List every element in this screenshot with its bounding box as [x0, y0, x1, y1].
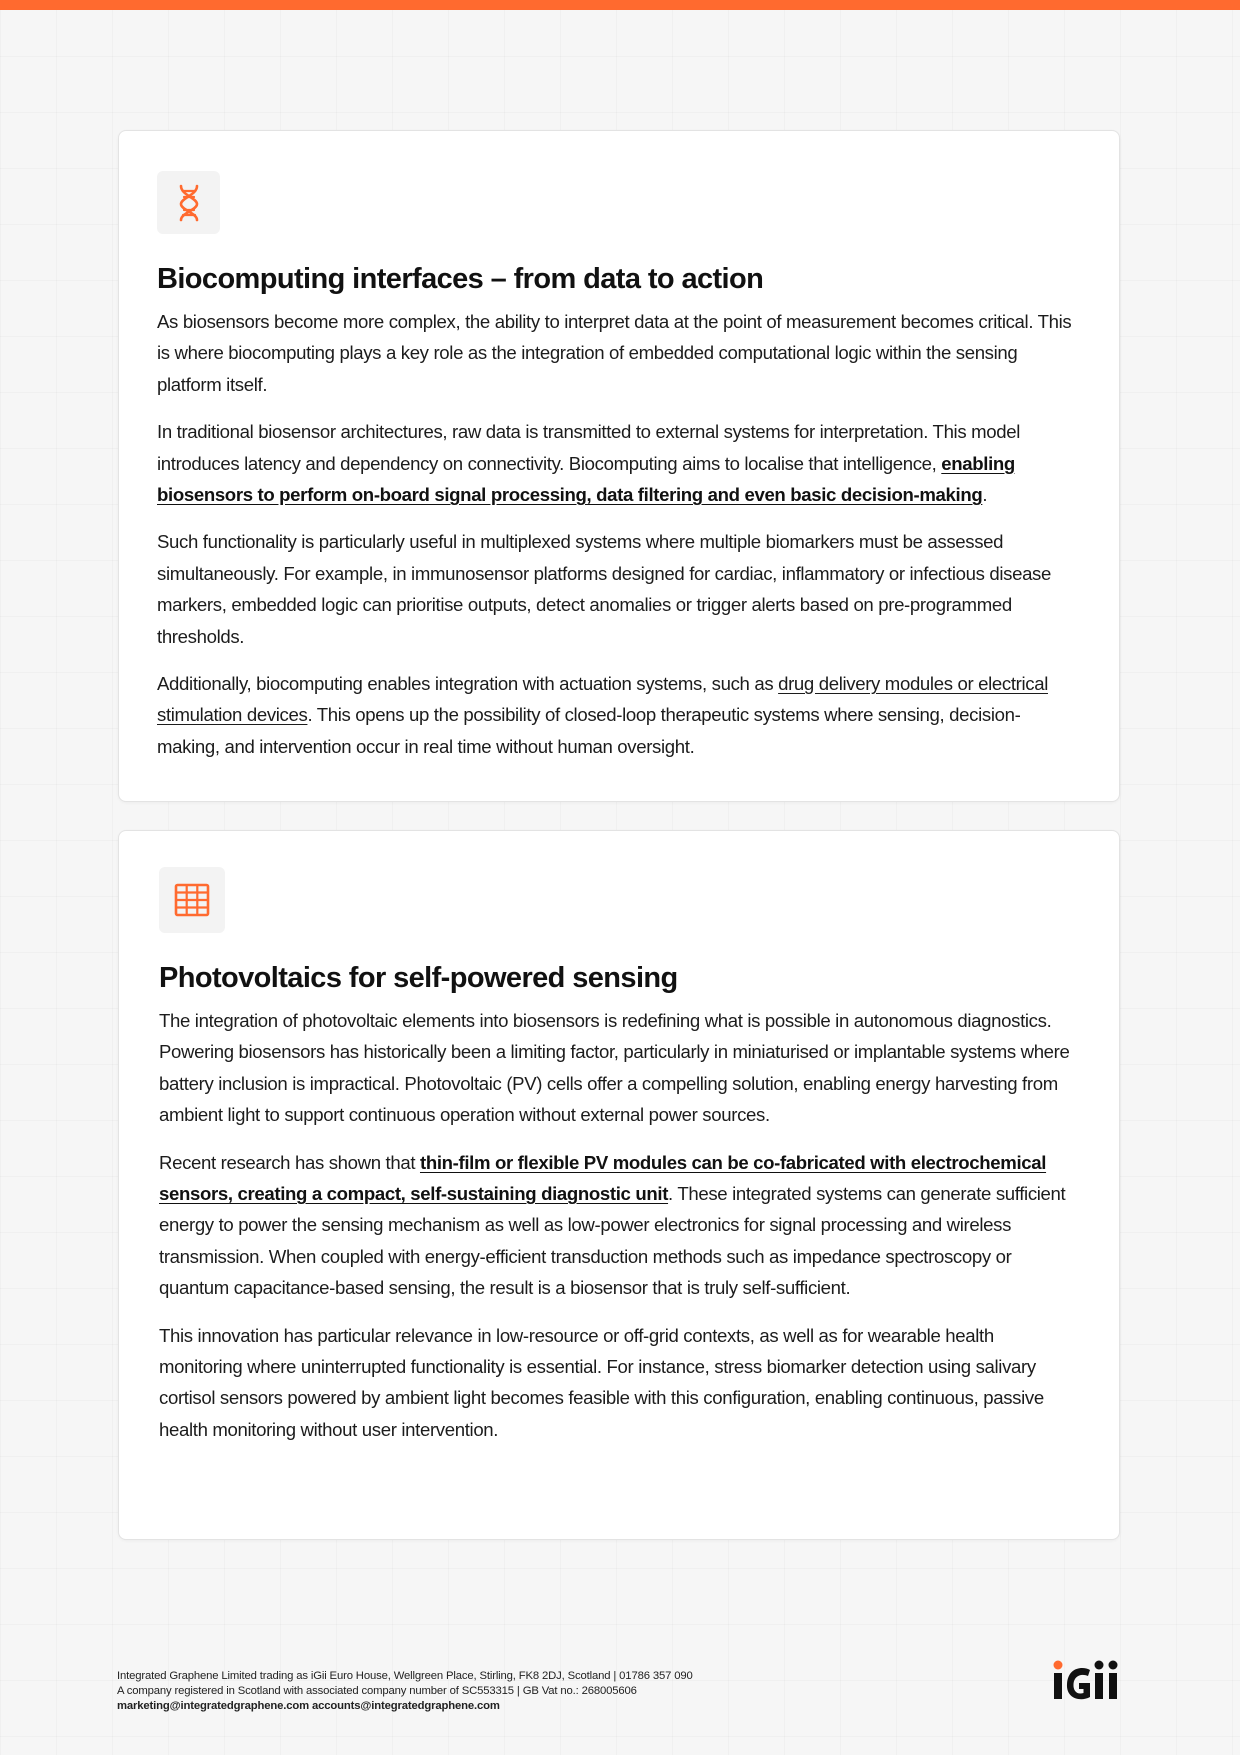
dna-icon [157, 171, 220, 234]
footer-registration: A company registered in Scotland with associated company number of SC553315 | GB Vat no.: 268005606 [117, 1685, 637, 1697]
paragraph-text: . These integrated systems can generate sufficient energy to power the sensing mechanism as well as low-power electronics for signal processing and wireless transmission. When coupled with energy-efficient transduction methods such as impedance spectroscopy or quantum capacitance-based sensing, the result is a biosensor that is truly self-sufficient. [159, 1183, 1066, 1299]
paragraph-text: In traditional biosensor architectures, raw data is transmitted to external systems for interpretation. This model introduces latency and dependency on connectivity. Biocomputing aims to localise that intelligence, [157, 421, 1020, 474]
paragraph-text: . [982, 484, 988, 506]
paragraph-text: Recent research has shown that [159, 1151, 420, 1173]
paragraph [157, 668, 1073, 762]
photovoltaics-card [118, 830, 1120, 1540]
bold-inline-link[interactable]: enabling biosensors to perform on-board signal processing, data filtering and even basic decision-making [157, 452, 1015, 506]
footer-address: Integrated Graphene Limited trading as iGii Euro House, Wellgreen Place, Stirling, FK8 2DJ, Scotland | 01786 357 090 [117, 1670, 693, 1682]
biocomputing-card [118, 130, 1120, 802]
section-title: Photovoltaics for self-powered sensing [159, 962, 678, 994]
top-accent-bar [0, 0, 1240, 10]
footer [117, 1669, 693, 1714]
paragraph [159, 1147, 1073, 1304]
paragraph: This innovation has particular relevance in low-resource or off-grid contexts, as well as for wearable health monitoring where uninterrupted functionality is essential. For instance, stress biomarker detection using salivary cortisol sensors powered by ambient light becomes feasible with this configuration, enabling continuous, passive health monitoring without user intervention. [159, 1324, 1044, 1440]
inline-link[interactable]: drug delivery modules or electrical stimulation devices [157, 673, 1048, 726]
paragraph-text: Additionally, biocomputing enables integration with actuation systems, such as [157, 673, 779, 695]
paragraph-text: . This opens up the possibility of closed-loop therapeutic systems where sensing, decision-making, and intervention occur in real time without human oversight. [157, 704, 1021, 757]
paragraph: Such functionality is particularly useful in multiplexed systems where multiple biomarkers must be assessed simultaneously. For example, in immunosensor platforms designed for cardiac, inflammatory or infectious disease markers, embedded logic can prioritise outputs, detect anomalies or trigger alerts based on pre-programmed thresholds. [157, 531, 1051, 647]
section-title: Biocomputing interfaces – from data to action [157, 263, 764, 295]
paragraph: As biosensors become more complex, the ability to interpret data at the point of measurement becomes critical. This is where biocomputing plays a key role as the integration of embedded computational logic within the sensing platform itself. [157, 311, 1072, 395]
solar-panel-icon [159, 867, 225, 933]
footer-emails[interactable]: marketing@integratedgraphene.com accounts@integratedgraphene.com [117, 1700, 500, 1712]
paragraph: The integration of photovoltaic elements into biosensors is redefining what is possible in autonomous diagnostics. Powering biosensors has historically been a limiting factor, particularly in miniaturised or implantable systems where battery inclusion is impractical. Photovoltaic (PV) cells offer a compelling solution, enabling energy harvesting from ambient light to support continuous operation without external power sources. [159, 1010, 1070, 1126]
igii-logo [1050, 1655, 1122, 1705]
paragraph [157, 416, 1073, 510]
bold-inline-link[interactable]: thin-film or flexible PV modules can be co-fabricated with electrochemical sensors, creating a compact, self-sustaining diagnostic unit [159, 1151, 1047, 1205]
